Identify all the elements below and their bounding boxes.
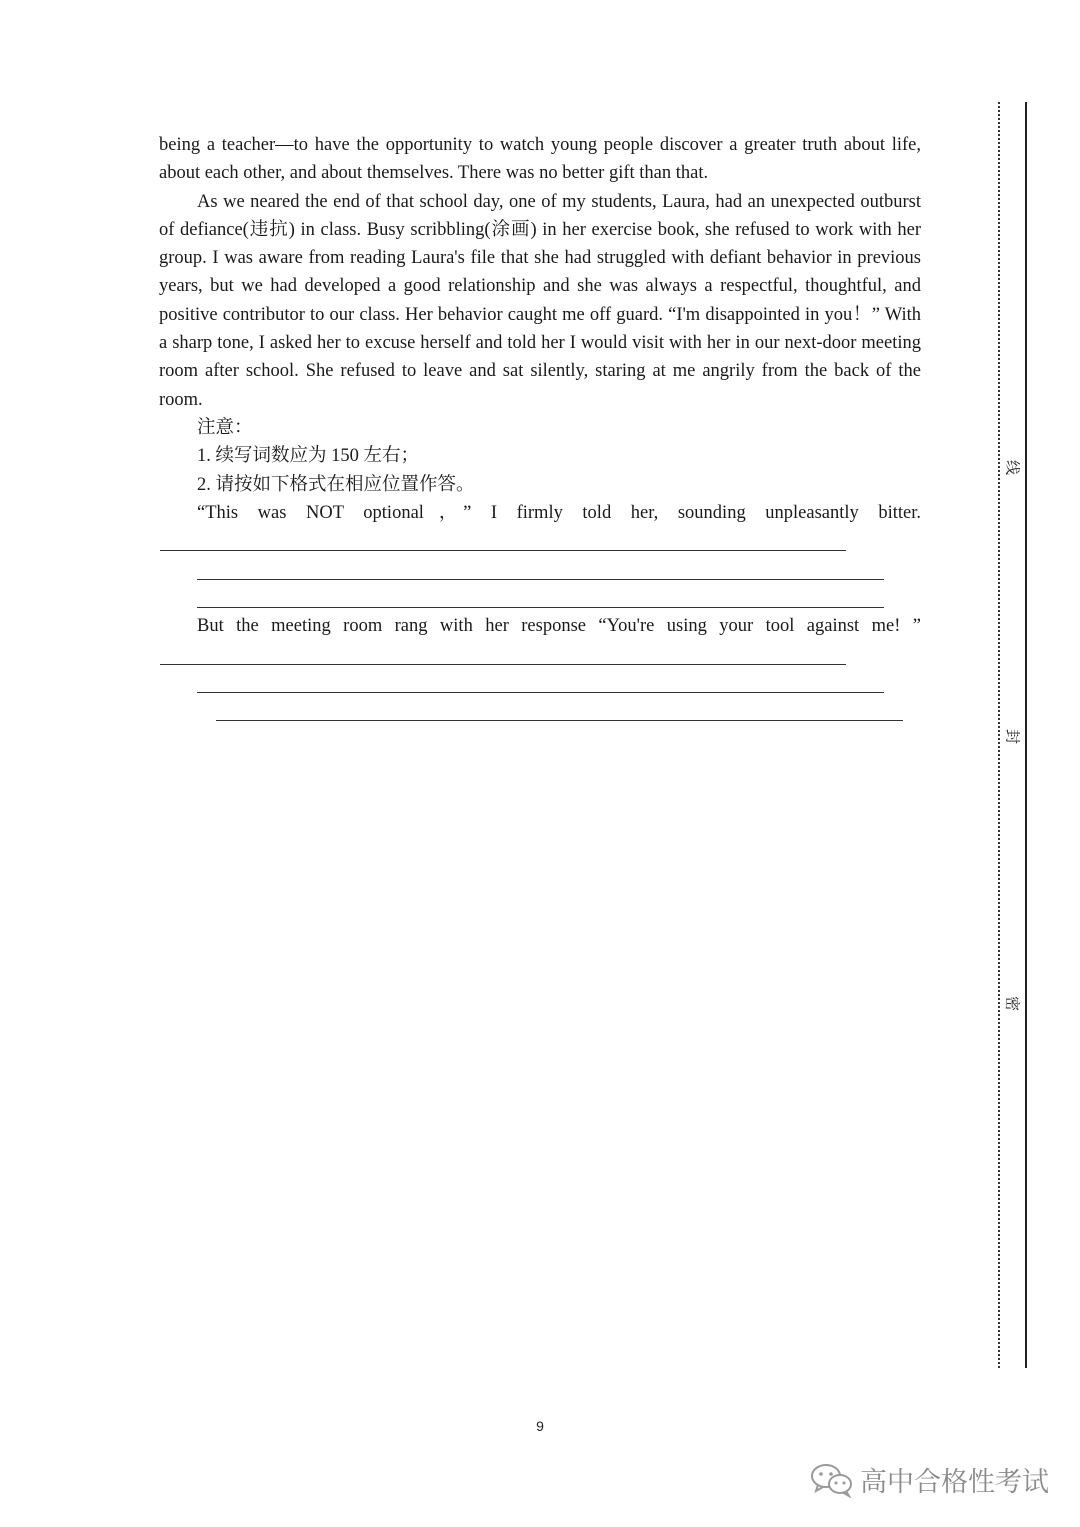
- wechat-icon: [810, 1462, 854, 1498]
- passage-text: [159, 131, 921, 527]
- binding-char-seal: 封: [1003, 727, 1024, 747]
- binding-char-secret: 密: [1003, 994, 1024, 1014]
- answer-line[interactable]: [197, 607, 884, 608]
- answer-line[interactable]: [197, 692, 884, 693]
- notes-item-1: 1. 续写词数应为 150 左右；: [197, 446, 420, 467]
- page-number: 9: [536, 1418, 544, 1434]
- answer-line[interactable]: [216, 720, 903, 721]
- continuation-prompt-2: But the meeting room rang with her response “You're using your tool against me! ”: [197, 616, 921, 636]
- binding-solid-line: [1025, 102, 1027, 1368]
- answer-line[interactable]: [197, 579, 884, 580]
- notes-item-2: 2. 请按如下格式在相应位置作答。: [197, 474, 475, 495]
- answer-line[interactable]: [160, 664, 846, 665]
- passage-paragraph-2: As we neared the end of that school day, one of my students, Laura, had an unexpected outburst of defiance(违抗) in class. Busy scribbling(涂画) in her exercise book, she refused to work with her group. I was aware from reading Laura's file that she had struggled with defiant behavior in previous years, but we had developed a good relationship and she was always a respectful, thoughtful, and positive contributor to our class. Her behavior caught me off guard. “I'm disappointed in you！” With a sharp tone, I asked her to excuse herself and told her I would visit with her in our next-door meeting room after school. She refused to leave and sat silently, staring at me angrily from the back of the room.: [159, 191, 921, 410]
- notes-heading: 注意：: [197, 417, 253, 438]
- binding-char-line: 线: [1003, 458, 1024, 478]
- watermark-text: 高中合格性考试: [860, 1467, 1049, 1498]
- binding-dotted-line: [998, 102, 1000, 1368]
- answer-line[interactable]: [160, 550, 846, 551]
- watermark: [810, 1460, 1049, 1499]
- continuation-prompt-1: “This was NOT optional，” I firmly told her, sounding unpleasantly bitter.: [197, 502, 921, 523]
- passage-paragraph-1: being a teacher—to have the opportunity to watch young people discover a greater truth about life, about each other, and about themselves. There was no better gift than that.: [159, 135, 921, 184]
